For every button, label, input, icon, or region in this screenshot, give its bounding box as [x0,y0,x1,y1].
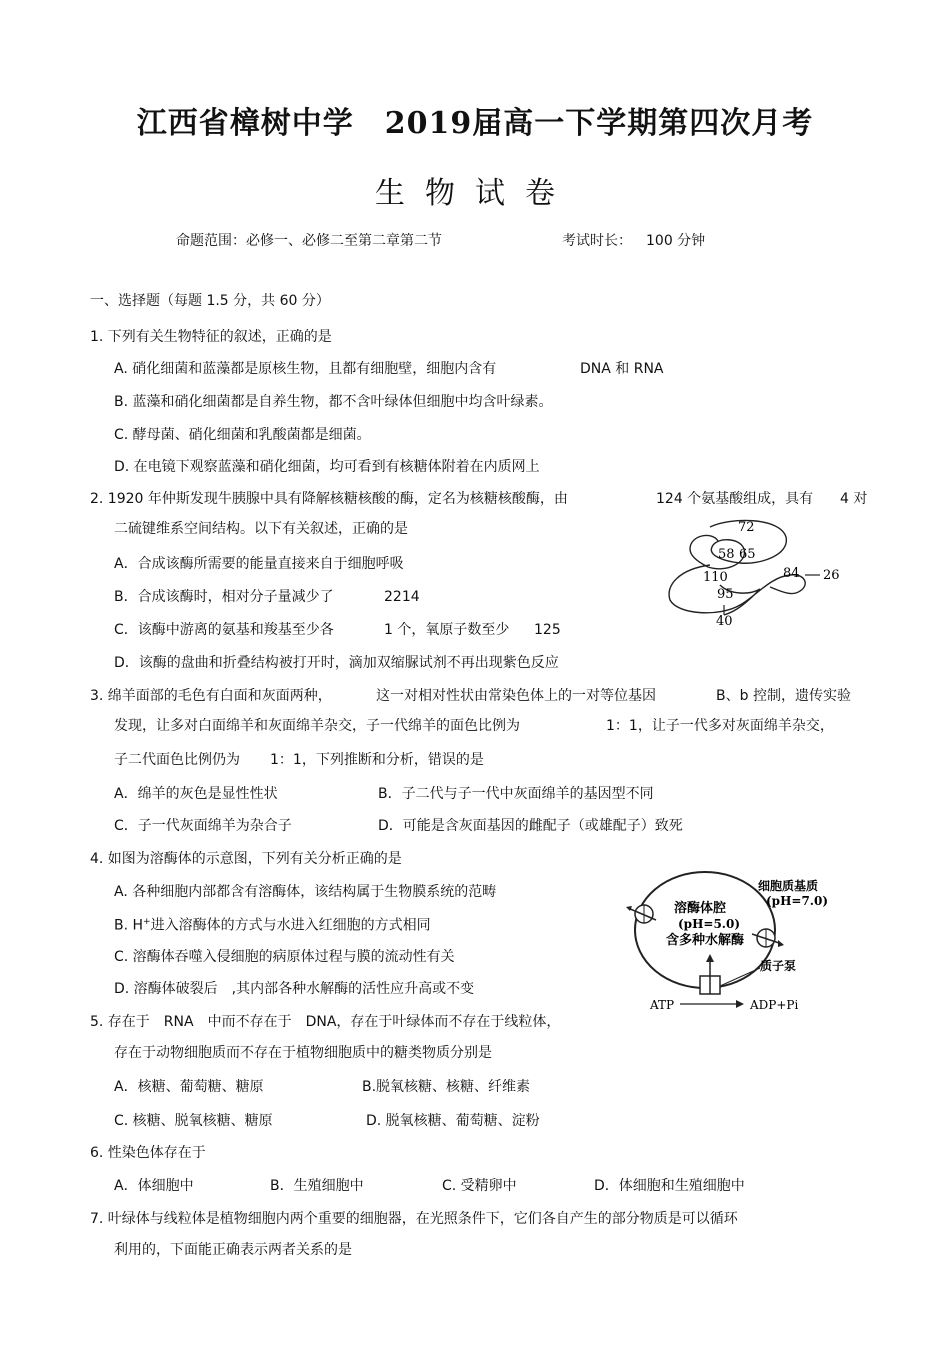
page-subtitle: 生物试卷 [375,176,575,211]
q5-option-b: B.脱氧核糖、核糖、纤维素 [362,1079,531,1095]
exam-scope: 命题范围：必修一、必修二至第二章第二节 [176,233,442,249]
q5-option-c: C. 核糖、脱氧核糖、糖原 [114,1113,273,1129]
pump-label: 质子泵 [760,959,797,973]
fig-label-58: 58 [718,547,735,562]
q2-option-c-number: 125 [534,622,561,638]
fig-label-40: 40 [716,614,733,629]
q1-option-d: D. 在电镜下观察蓝藻和硝化细菌，均可看到有核糖体附着在内质网上 [114,459,540,475]
q2-option-b-number: 2214 [384,589,420,605]
fig-label-84: 84 [783,566,800,581]
q4-stem: 4. 如图为溶酶体的示意图，下列有关分析正确的是 [90,851,402,867]
q3-stem-line1: 3. 绵羊面部的毛色有白面和灰面两种， [90,688,332,704]
q6-stem: 6. 性染色体存在于 [90,1145,206,1161]
q1-option-c: C. 酵母菌、硝化细菌和乳酸菌都是细菌。 [114,427,371,443]
q3-option-a: A．绵羊的灰色是显性性状 [114,786,278,802]
q6-option-b: B．生殖细胞中 [270,1178,364,1194]
section-heading: 一、选择题（每题 1.5 分，共 60 分） [90,293,330,309]
q4-option-a: A. 各种细胞内部都含有溶酶体，该结构属于生物膜系统的范畴 [114,884,497,900]
q2-option-b: B．合成该酶时，相对分子量减少了 [114,589,334,605]
fig-label-65: 65 [739,547,756,562]
lumen-ph: (pH=5.0) [678,917,741,931]
page-title: 江西省樟树中学 2019届高一下学期第四次月考 [136,106,814,141]
adp-label: ADP+Pi [750,998,799,1012]
q3-option-c: C．子一代灰面绵羊为杂合子 [114,818,292,834]
q5-option-d: D. 脱氧核糖、葡萄糖、淀粉 [366,1113,540,1129]
q5-option-a: A．核糖、葡萄糖、糖原 [114,1079,264,1095]
q2-stem-line2: 二硫键维系空间结构。以下有关叙述，正确的是 [114,521,408,537]
q6-option-a: A．体细胞中 [114,1178,194,1194]
q3-stem-line1-mid: 这一对相对性状由常染色体上的一对等位基因 [376,688,656,704]
q2-stem-line1: 2. 1920 年仲斯发现牛胰腺中具有降解核糖核酸的酶，定名为核糖核酸酶，由 [90,491,568,507]
q4-option-c: C. 溶酶体吞噬入侵细胞的病原体过程与膜的流动性有关 [114,949,455,965]
q7-stem-line2: 利用的，下面能正确表示两者关系的是 [114,1242,352,1258]
fig-label-26: 26 [823,568,840,583]
enzymes-label: 含多种水解酶 [666,933,745,948]
q3-stem-line3-tail: 1：1，下列推断和分析，错误的是 [270,752,484,768]
fig-label-72: 72 [738,520,755,535]
q3-stem-line2-tail: 1：1，让子一代多对灰面绵羊杂交， [606,718,834,734]
q1-stem: 1. 下列有关生物特征的叙述，正确的是 [90,329,332,345]
q3-option-d: D．可能是含灰面基因的雌配子（或雄配子）致死 [378,818,683,834]
q3-option-b: B．子二代与子一代中灰面绵羊的基因型不同 [378,786,654,802]
q1-option-a: A. 硝化细菌和蓝藻都是原核生物，且都有细胞壁，细胞内含有 [114,361,497,377]
q2-option-a: A．合成该酶所需要的能量直接来自于细胞呼吸 [114,556,404,572]
q2-option-d: D．该酶的盘曲和折叠结构被打开时，滴加双缩脲试剂不再出现紫色反应 [114,655,559,671]
q4-option-b: B. H+进入溶酶体的方式与水进入红细胞的方式相同 [114,917,431,934]
q3-stem-line3: 子二代面色比例仍为 [114,752,240,768]
q3-stem-line2: 发现，让多对白面绵羊和灰面绵羊杂交，子一代绵羊的面色比例为 [114,718,520,734]
q5-stem-line1: 5. 存在于 RNA 中而不存在于 DNA，存在于叶绿体而不存在于线粒体， [90,1014,561,1030]
q5-stem-line2: 存在于动物细胞质而不存在于植物细胞质中的糖类物质分别是 [114,1045,492,1061]
enzyme-structure-figure [660,515,850,630]
q4-option-d: D. 溶酶体破裂后 ,其内部各种水解酶的活性应升高或不变 [114,981,475,997]
lysosome-figure [620,868,840,1018]
atp-label: ATP [650,998,675,1012]
duration-value: 100 分钟 [646,233,706,249]
fig-label-95: 95 [717,587,734,602]
duration-label: 考试时长： [562,233,632,249]
q6-option-d: D．体细胞和生殖细胞中 [594,1178,745,1194]
q3-stem-line1-tail: B、b 控制，遗传实验 [716,688,851,704]
q2-stem-tail: 4 对 [840,491,868,507]
q7-stem-line1: 7. 叶绿体与线粒体是植物细胞内两个重要的细胞器，在光照条件下，它们各自产生的部分物质是可以循环 [90,1211,738,1227]
lumen-label: 溶酶体腔 [674,901,727,916]
q2-stem-number: 124 个氨基酸组成，具有 [656,491,814,507]
q1-option-a-tail: DNA 和 RNA [580,361,664,377]
fig-label-110: 110 [703,570,728,585]
q1-option-b: B. 蓝藻和硝化细菌都是自养生物，都不含叶绿体但细胞中均含叶绿素。 [114,394,553,410]
q2-option-c-mid: 1 个，氧原子数至少 [384,622,510,638]
cytosol-label: 细胞质基质 [758,879,819,893]
q6-option-c: C. 受精卵中 [442,1178,517,1194]
q2-option-c: C．该酶中游离的氨基和羧基至少各 [114,622,334,638]
cytosol-ph: (pH=7.0) [766,894,829,908]
